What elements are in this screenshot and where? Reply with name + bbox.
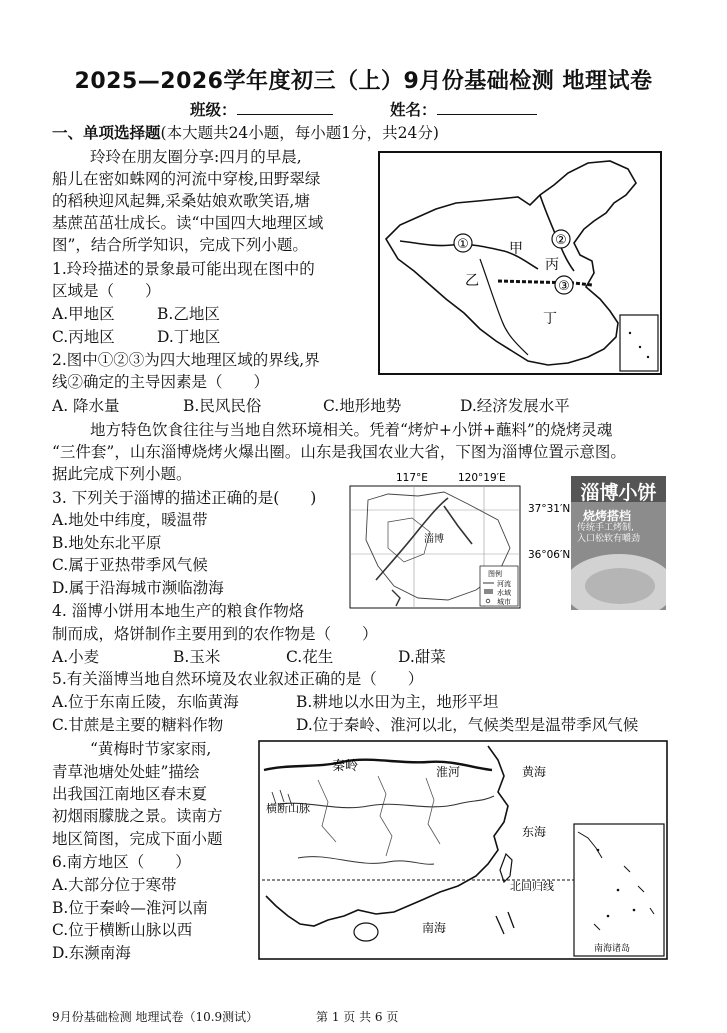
q1-option-a[interactable]: A.甲地区 [52,305,115,323]
legend-water: 水域 [497,589,511,597]
q6-option-d[interactable]: D.东濒南海 [52,944,131,962]
q2-option-b[interactable]: B.民风民俗 [183,397,262,415]
q3-option-b[interactable]: B.地处东北平原 [52,534,162,552]
photo-caption-1: 传统手工烤制, [577,523,634,533]
map1-label-bing: 丙 [545,257,559,273]
q2-option-c[interactable]: C.地形地势 [323,397,402,415]
q1-option-d[interactable]: D.丁地区 [157,328,221,346]
photo-caption-2: 入口松软有嚼劲 [577,534,641,544]
label-nanhai-zhudao: 南海诸岛 [594,944,631,954]
name-label: 姓名： [390,101,437,119]
q3-option-c[interactable]: C.属于亚热带季风气候 [52,556,208,574]
q4-option-a[interactable]: A.小麦 [52,648,100,666]
q3-stem: 3. 下列关于淄博的描述正确的是( ) [52,489,317,507]
q5-option-a[interactable]: A.位于东南丘陵，东临黄海 [52,693,239,711]
section-heading [52,122,439,144]
q6-option-c[interactable]: C.位于横断山脉以西 [52,921,193,939]
footer-page: 第 1 页 共 6 页 [316,1010,399,1024]
passage2-line2: “三件套”，山东淄博烧烤火爆出圈。山东是我国农业大省，下图为淄博位置示意图。 [52,443,626,461]
passage2-line1: 地方特色饮食往往与当地自然环境相关。凭着“烤炉+小饼+蘸料”的烧烤灵魂 [90,421,613,439]
q2-stem-line1: 2.图中①②③为四大地理区域的界线,界 [52,351,320,369]
map1-label-2: ② [555,233,567,248]
passage3-line1: “黄梅时节家家雨, [90,740,212,758]
map1-label-ding: 丁 [543,311,557,327]
name-blank [437,100,537,115]
passage3-line4: 初烟雨朦胧之景。读南方 [52,807,223,825]
passage2-line3: 据此完成下列小题。 [52,465,192,483]
photo-title: 淄博小饼 [580,482,657,504]
label-tropic: 北回归线 [510,880,554,893]
passage3-line3: 出我国江南地区春末夏 [52,785,208,803]
q4-stem-line1: 4. 淄博小饼用本地生产的粮食作物烙 [52,602,305,620]
q5-option-d[interactable]: D.位于秦岭、淮河以北，气候类型是温带季风气候 [296,716,639,734]
q4-stem-line2: 制而成，烙饼制作主要用到的农作物是（ ） [52,625,378,643]
zibo-xiaobing-photo [571,476,666,610]
legend-title: 图例 [488,570,502,578]
class-field [190,99,333,121]
lat-label-36: 36°06′N [528,549,571,561]
q6-stem: 6.南方地区（ ） [52,853,191,871]
zibo-location-map [348,470,576,610]
q2-stem-line2: 线②确定的主导因素是（ ） [52,373,270,391]
map1-label-jia: 甲 [509,241,523,257]
q6-option-a[interactable]: A.大部分位于寒带 [52,876,177,894]
section-instructions: (本大题共24小题，每小题1分，共24分) [160,124,439,142]
china-regions-map [378,151,662,375]
passage1-line2: 船儿在密如蛛网的河流中穿梭,田野翠绿 [52,170,321,188]
q2-option-a[interactable]: A. 降水量 [52,397,120,415]
south-china-map [258,740,668,960]
label-huaihe: 淮河 [436,765,461,779]
class-blank [237,100,333,115]
label-nanhai: 南海 [422,921,447,935]
footer-left: 9月份基础检测 地理试卷（10.9测试） [52,1010,259,1024]
exam-title: 2025—2026学年度初三（上）9月份基础检测 地理试卷 [74,69,653,94]
passage3-line2: 青草池塘处处蛙”描绘 [52,763,200,781]
class-label: 班级： [190,101,237,119]
passage1-line4: 基蔗茁茁壮成长。读“中国四大地理区域 [52,214,324,232]
legend-city: 城市 [497,598,511,606]
q2-option-d[interactable]: D.经济发展水平 [460,397,570,415]
q4-option-c[interactable]: C.花生 [286,648,334,666]
q1-stem-line1: 1.玲玲描述的景象最可能出现在图中的 [52,260,315,278]
label-hengduan: 横断山脉 [266,802,310,815]
q4-option-b[interactable]: B.玉米 [173,648,221,666]
q5-stem: 5.有关淄博当地自然环境及农业叙述正确的是（ ） [52,670,424,688]
q1-option-b[interactable]: B.乙地区 [157,305,220,323]
q3-option-a[interactable]: A.地处中纬度，暖温带 [52,511,208,529]
q6-option-b[interactable]: B.位于秦岭—淮河以南 [52,899,208,917]
legend-river: 河流 [497,580,511,588]
q1-stem-line2: 区域是（ ） [52,282,161,300]
label-qinling: 秦岭 [332,759,359,774]
lon-label-120: 120°19′E [458,472,506,484]
zibo-city-label: 淄博 [424,534,444,545]
map1-label-1: ① [457,237,469,252]
label-donghai: 东海 [522,825,547,839]
q3-option-d[interactable]: D.属于沿海城市濒临渤海 [52,579,224,597]
passage1-line1: 玲玲在朋友圈分享:四月的早晨, [90,148,302,166]
lat-label-37: 37°31′N [528,503,571,515]
passage1-line5: 图”，结合所学知识，完成下列小题。 [52,236,308,254]
q1-option-c[interactable]: C.丙地区 [52,328,115,346]
q5-option-b[interactable]: B.耕地以水田为主，地形平坦 [296,693,499,711]
section-title: 一、单项选择题 [52,124,161,142]
map1-label-3: ③ [558,279,570,294]
label-huanghai: 黄海 [522,765,547,779]
lon-label-117: 117°E [396,472,428,484]
photo-subtitle: 烧烤搭档 [583,509,632,523]
passage1-line3: 的稻秧迎风起舞,采桑姑娘欢歌笑语,塘 [52,192,310,210]
passage3-line5: 地区简图，完成下面小题 [52,830,223,848]
map1-label-yi: 乙 [465,273,479,289]
q4-option-d[interactable]: D.甜菜 [398,648,446,666]
q5-option-c[interactable]: C.甘蔗是主要的糖料作物 [52,716,224,734]
name-field [390,99,537,121]
